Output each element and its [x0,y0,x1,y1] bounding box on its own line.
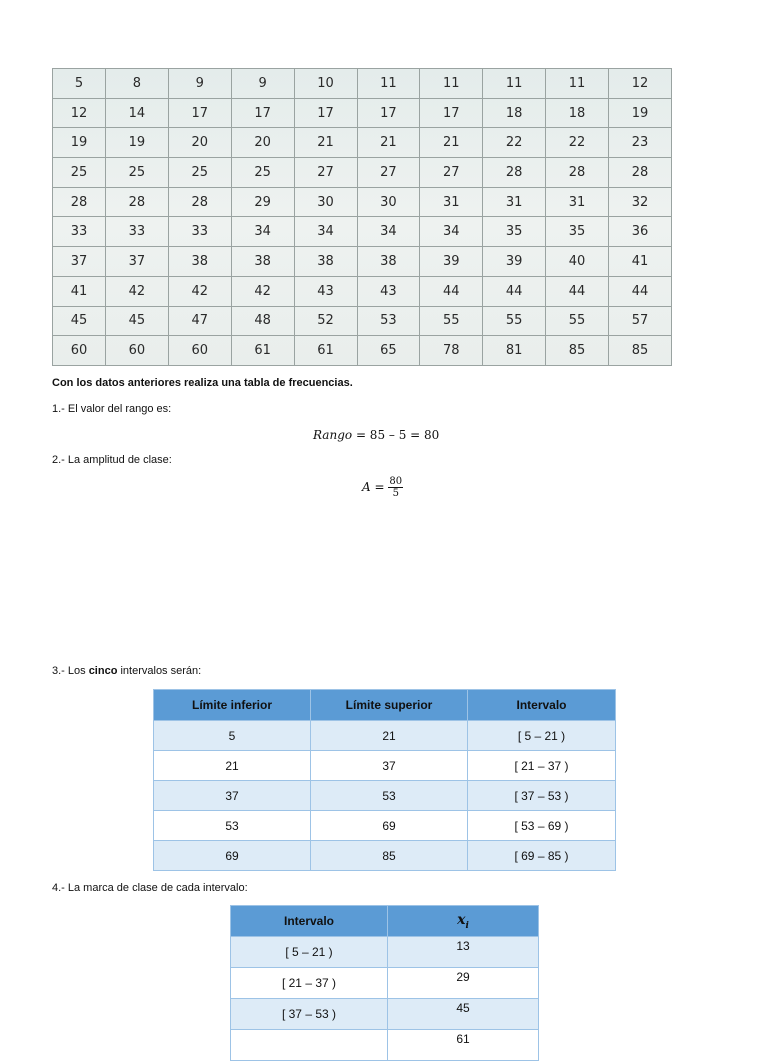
upper-limit-cell: 53 [311,781,468,811]
class-marks-table [230,905,539,1061]
step1-label: 1.- El valor del rango es: [52,403,172,415]
raw-data-table [52,68,672,366]
header-interval: Intervalo [468,690,616,721]
raw-table-cell: 37 [106,247,169,277]
raw-table-cell: 40 [546,247,609,277]
raw-table-row [53,98,672,128]
raw-table-cell: 44 [483,276,546,306]
interval-cell: [ 37 – 53 ) [468,781,616,811]
step3-label-suffix: intervalos serán: [117,665,202,677]
raw-table-cell: 27 [357,158,420,188]
raw-table-cell: 17 [357,98,420,128]
raw-table-cell: 25 [168,158,231,188]
raw-table-cell: 21 [294,128,357,158]
raw-table-cell: 17 [294,98,357,128]
table-row [231,968,539,999]
raw-table-row [53,217,672,247]
raw-table-cell: 23 [609,128,672,158]
raw-table-row [53,187,672,217]
raw-table-cell: 34 [420,217,483,247]
amplitude-eq: = [374,480,385,494]
raw-table-cell: 17 [420,98,483,128]
raw-table-cell: 28 [609,158,672,188]
raw-table-cell: 25 [231,158,294,188]
raw-table-cell: 52 [294,306,357,336]
raw-table-cell: 19 [106,128,169,158]
raw-table-cell: 42 [106,276,169,306]
raw-table-cell: 28 [483,158,546,188]
header-interval: Intervalo [231,906,388,937]
raw-table-cell: 32 [609,187,672,217]
raw-table-cell: 41 [609,247,672,277]
raw-table-row [53,247,672,277]
class-mark-cell: 61 [388,1030,539,1061]
raw-table-cell: 43 [357,276,420,306]
raw-table-row [53,336,672,366]
raw-table-cell: 39 [483,247,546,277]
raw-table-cell: 45 [53,306,106,336]
raw-table-cell: 28 [168,187,231,217]
raw-table-cell: 42 [168,276,231,306]
header-class-mark-sub: i [465,920,469,931]
lower-limit-cell: 53 [154,811,311,841]
table-row [154,751,616,781]
step2-label: 2.- La amplitud de clase: [52,454,172,466]
raw-table-cell: 34 [357,217,420,247]
header-class-mark [388,906,539,937]
raw-table-cell: 30 [294,187,357,217]
raw-table-cell: 19 [53,128,106,158]
range-expression: = 85 – 5 = 80 [355,428,440,442]
raw-table-cell: 38 [168,247,231,277]
raw-table-cell: 19 [609,98,672,128]
raw-table-cell: 55 [546,306,609,336]
step3-label-prefix: 3.- Los [52,665,89,677]
lower-limit-cell: 5 [154,721,311,751]
raw-table-cell: 11 [546,69,609,99]
raw-table-cell: 42 [231,276,294,306]
raw-table-cell: 5 [53,69,106,99]
table-row [231,937,539,968]
raw-table-cell: 78 [420,336,483,366]
header-lower-limit: Límite inferior [154,690,311,721]
raw-table-cell: 81 [483,336,546,366]
raw-table-row [53,306,672,336]
amplitude-var: A [362,480,371,494]
raw-table-cell: 53 [357,306,420,336]
upper-limit-cell: 21 [311,721,468,751]
raw-table-cell: 12 [609,69,672,99]
raw-table-cell: 85 [609,336,672,366]
fraction-denominator: 5 [392,488,399,499]
raw-table-cell: 85 [546,336,609,366]
class-mark-cell: 45 [388,999,539,1030]
raw-table-cell: 20 [231,128,294,158]
raw-table-cell: 21 [357,128,420,158]
header-class-mark-x: x [457,911,466,928]
interval-cell: [ 5 – 21 ) [231,937,388,968]
raw-table-cell: 10 [294,69,357,99]
lower-limit-cell: 37 [154,781,311,811]
raw-table-cell: 47 [168,306,231,336]
upper-limit-cell: 37 [311,751,468,781]
raw-table-cell: 38 [357,247,420,277]
interval-cell: [ 21 – 37 ) [231,968,388,999]
raw-table-cell: 33 [168,217,231,247]
interval-cell [231,1030,388,1061]
raw-table-cell: 39 [420,247,483,277]
raw-table-cell: 14 [106,98,169,128]
step4-label: 4.- La marca de clase de cada intervalo: [52,882,248,894]
fraction-numerator: 80 [389,476,403,487]
raw-table-cell: 31 [420,187,483,217]
raw-table-cell: 44 [546,276,609,306]
upper-limit-cell: 85 [311,841,468,871]
raw-table-cell: 35 [546,217,609,247]
interval-cell: [ 21 – 37 ) [468,751,616,781]
interval-cell: [ 69 – 85 ) [468,841,616,871]
step3-label-bold: cinco [88,665,118,677]
raw-table-cell: 27 [294,158,357,188]
raw-table-cell: 43 [294,276,357,306]
raw-table-cell: 38 [231,247,294,277]
raw-table-cell: 33 [53,217,106,247]
raw-table-cell: 45 [106,306,169,336]
raw-table-cell: 28 [53,187,106,217]
raw-table-cell: 57 [609,306,672,336]
raw-table-cell: 61 [294,336,357,366]
raw-table-cell: 35 [483,217,546,247]
raw-table-cell: 11 [483,69,546,99]
raw-table-cell: 18 [483,98,546,128]
raw-table-cell: 25 [106,158,169,188]
raw-table-cell: 44 [420,276,483,306]
raw-table-cell: 30 [357,187,420,217]
raw-table-cell: 28 [546,158,609,188]
raw-table-cell: 12 [53,98,106,128]
raw-table-row [53,276,672,306]
table-row [154,811,616,841]
raw-table-cell: 37 [53,247,106,277]
class-mark-cell: 29 [388,968,539,999]
raw-table-cell: 65 [357,336,420,366]
table-row [154,721,616,751]
raw-table-cell: 41 [53,276,106,306]
amplitude-fraction [388,476,403,499]
raw-table-cell: 18 [546,98,609,128]
class-mark-cell: 13 [388,937,539,968]
table-row [231,999,539,1030]
range-formula [313,428,439,442]
raw-table-cell: 38 [294,247,357,277]
lower-limit-cell: 69 [154,841,311,871]
raw-table-cell: 31 [546,187,609,217]
raw-table-cell: 25 [53,158,106,188]
raw-table-cell: 34 [294,217,357,247]
raw-table-cell: 17 [168,98,231,128]
lower-limit-cell: 21 [154,751,311,781]
raw-table-cell: 55 [483,306,546,336]
raw-table-cell: 31 [483,187,546,217]
range-var: Rango [313,428,353,442]
header-upper-limit: Límite superior [311,690,468,721]
raw-table-cell: 44 [609,276,672,306]
raw-table-cell: 11 [357,69,420,99]
table-row [154,781,616,811]
data-table-photo [52,68,672,366]
raw-table-cell: 61 [231,336,294,366]
raw-table-cell: 17 [231,98,294,128]
raw-table-row [53,158,672,188]
raw-table-cell: 28 [106,187,169,217]
instruction-text: Con los datos anteriores realiza una tabla de frecuencias. [52,377,353,389]
raw-table-row [53,69,672,99]
raw-table-cell: 11 [420,69,483,99]
upper-limit-cell: 69 [311,811,468,841]
intervals-table [153,689,616,871]
interval-cell: [ 5 – 21 ) [468,721,616,751]
raw-table-cell: 29 [231,187,294,217]
raw-table-cell: 36 [609,217,672,247]
raw-table-cell: 20 [168,128,231,158]
raw-table-cell: 60 [168,336,231,366]
raw-table-cell: 9 [231,69,294,99]
raw-table-cell: 34 [231,217,294,247]
interval-cell: [ 37 – 53 ) [231,999,388,1030]
raw-table-cell: 22 [546,128,609,158]
step3-label [52,665,201,677]
interval-cell: [ 53 – 69 ) [468,811,616,841]
raw-table-cell: 21 [420,128,483,158]
amplitude-formula [362,476,403,499]
raw-table-cell: 55 [420,306,483,336]
table-row [154,841,616,871]
raw-table-row [53,128,672,158]
raw-table-cell: 8 [106,69,169,99]
raw-table-cell: 48 [231,306,294,336]
raw-table-cell: 22 [483,128,546,158]
raw-table-cell: 9 [168,69,231,99]
raw-table-cell: 60 [106,336,169,366]
table-row [231,1030,539,1061]
raw-table-cell: 27 [420,158,483,188]
raw-table-cell: 33 [106,217,169,247]
raw-table-cell: 60 [53,336,106,366]
